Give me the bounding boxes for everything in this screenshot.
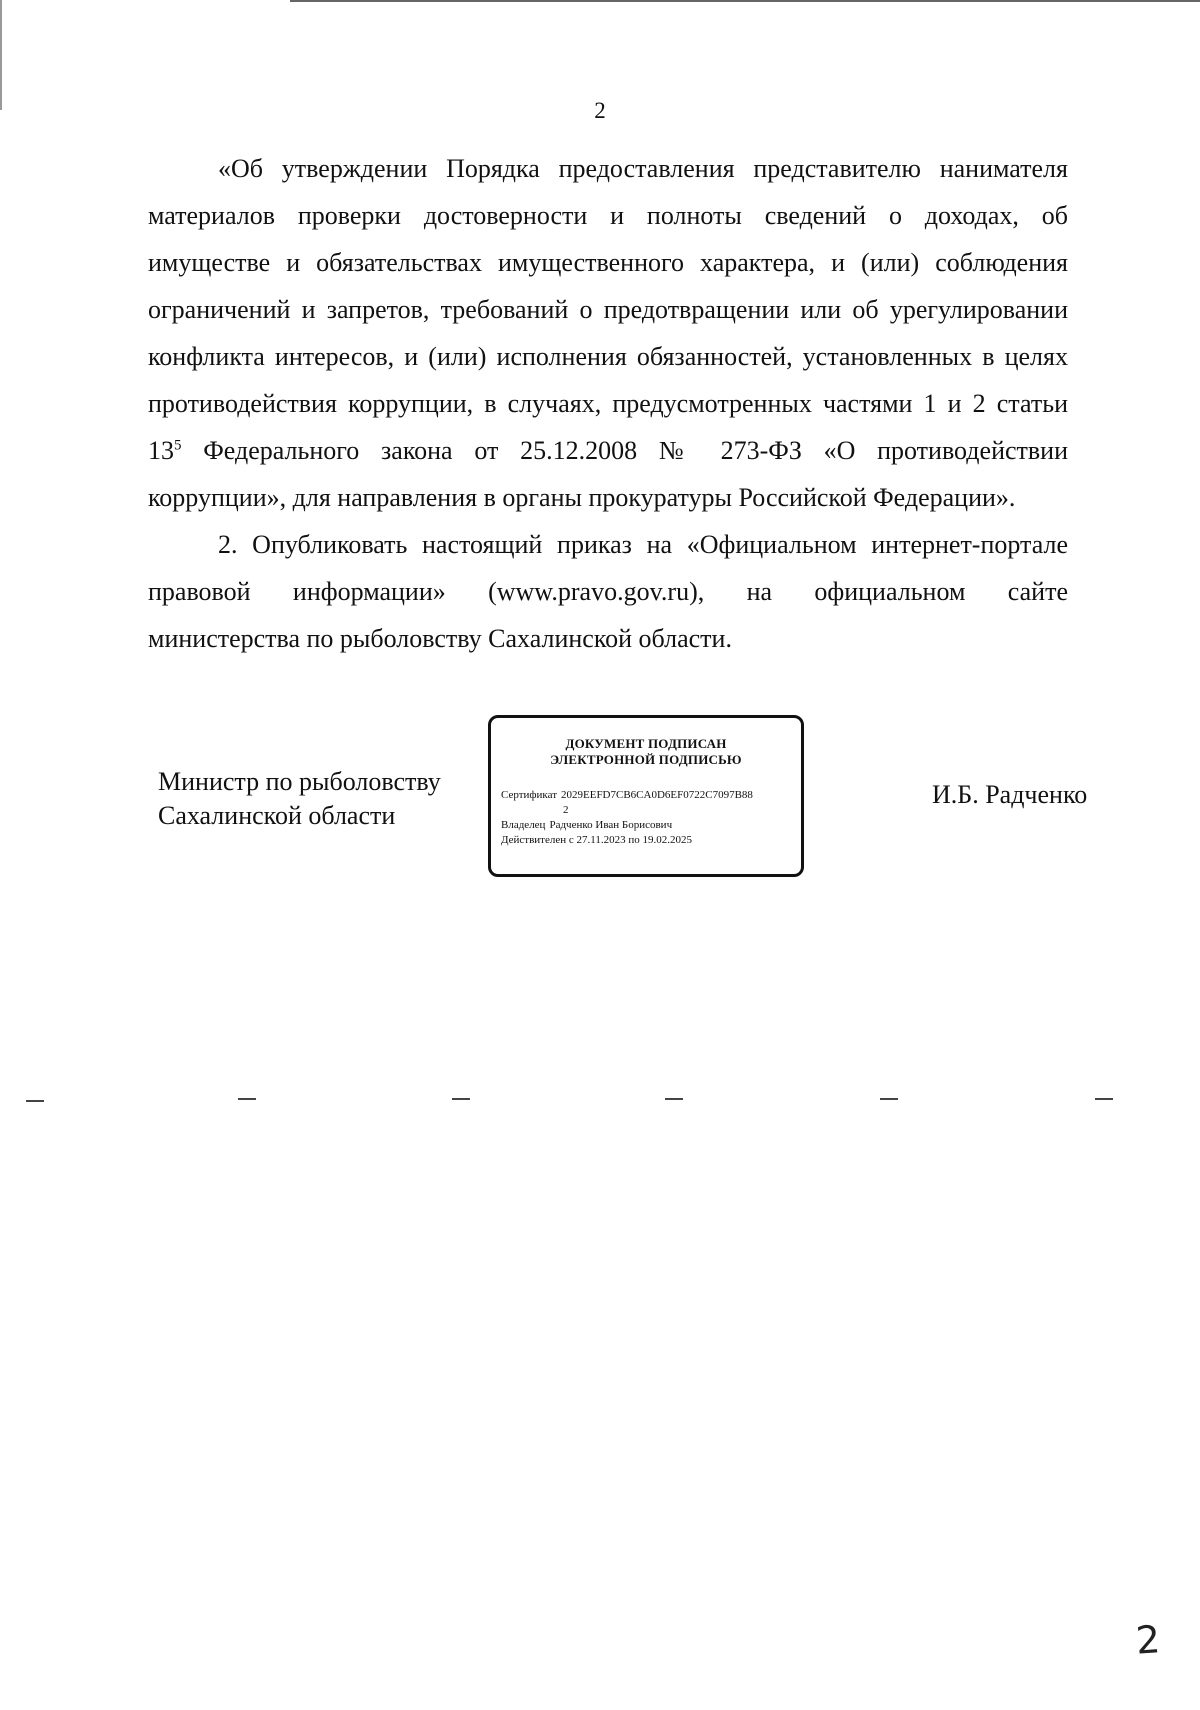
certificate-value-continued: 2 [563, 804, 569, 816]
text-line: министерства по рыболовству Сахалинской области. [148, 624, 732, 653]
stamp-title-line-2: ЭЛЕКТРОННОЙ ПОДПИСЬЮ [550, 752, 742, 767]
stamp-validity: Действителен с 27.11.2023 по 19.02.2025 [501, 834, 692, 846]
handwritten-page-mark: 2 [1134, 1617, 1162, 1663]
text-line: коррупции», для направления в органы прокуратуры Российской Федерации». [148, 483, 1016, 512]
scan-artifact-dash [1095, 1098, 1113, 1100]
signer-position-line-2: Сахалинской области [158, 801, 396, 830]
article-text: Федерального закона от 25.12.2008 № 273-ФЗ «О противодействии [181, 436, 1068, 465]
article-number: 13 [148, 436, 174, 465]
text-line: имуществе и обязательствах имущественного характера, и (или) соблюдения [148, 248, 1068, 277]
scan-top-edge-line [290, 0, 1200, 2]
scan-left-edge-line [0, 0, 2, 110]
signer-position [158, 765, 441, 833]
scan-artifact-dash [665, 1098, 683, 1100]
scan-artifact-dash [452, 1098, 470, 1100]
page-number: 2 [594, 98, 606, 123]
stamp-title-line-1: ДОКУМЕНТ ПОДПИСАН [565, 736, 727, 751]
text-line: противодействия коррупции, в случаях, предусмотренных частями 1 и 2 статьи [148, 389, 1068, 418]
paragraph-2 [148, 521, 1068, 662]
text-line: 2. Опубликовать настоящий приказ на «Официальном интернет-портале [218, 530, 1068, 559]
text-line: ограничений и запретов, требований о предотвращении или об урегулировании [148, 295, 1068, 324]
signer-position-line-1: Министр по рыболовству [158, 767, 441, 796]
electronic-signature-stamp [488, 715, 804, 877]
text-line-article-reference [148, 427, 1068, 474]
stamp-title [491, 736, 801, 768]
document-body [148, 145, 1068, 662]
paragraph-1 [148, 145, 1068, 521]
text-line: материалов проверки достоверности и полноты сведений о доходах, об [148, 201, 1068, 230]
scan-artifact-dash [26, 1100, 44, 1102]
certificate-value: 2029EEFD7CB6CA0D6EF0722C7097B88 [561, 789, 753, 801]
text-line: правовой информации» (www.pravo.gov.ru), на официальном сайте [148, 577, 1068, 606]
article-superscript: 5 [174, 437, 182, 454]
scan-artifact-dash [880, 1098, 898, 1100]
text-line: конфликта интересов, и (или) исполнения обязанностей, установленных в целях [148, 342, 1068, 371]
signer-name: И.Б. Радченко [932, 780, 1088, 809]
owner-value: Радченко Иван Борисович [549, 819, 673, 831]
owner-label: Владелец [501, 819, 546, 831]
text-line: «Об утверждении Порядка предоставления представителю нанимателя [218, 154, 1068, 183]
scan-artifact-dash [238, 1098, 256, 1100]
stamp-certificate [491, 788, 801, 818]
stamp-owner [491, 818, 801, 833]
certificate-label: Сертификат [501, 789, 557, 801]
